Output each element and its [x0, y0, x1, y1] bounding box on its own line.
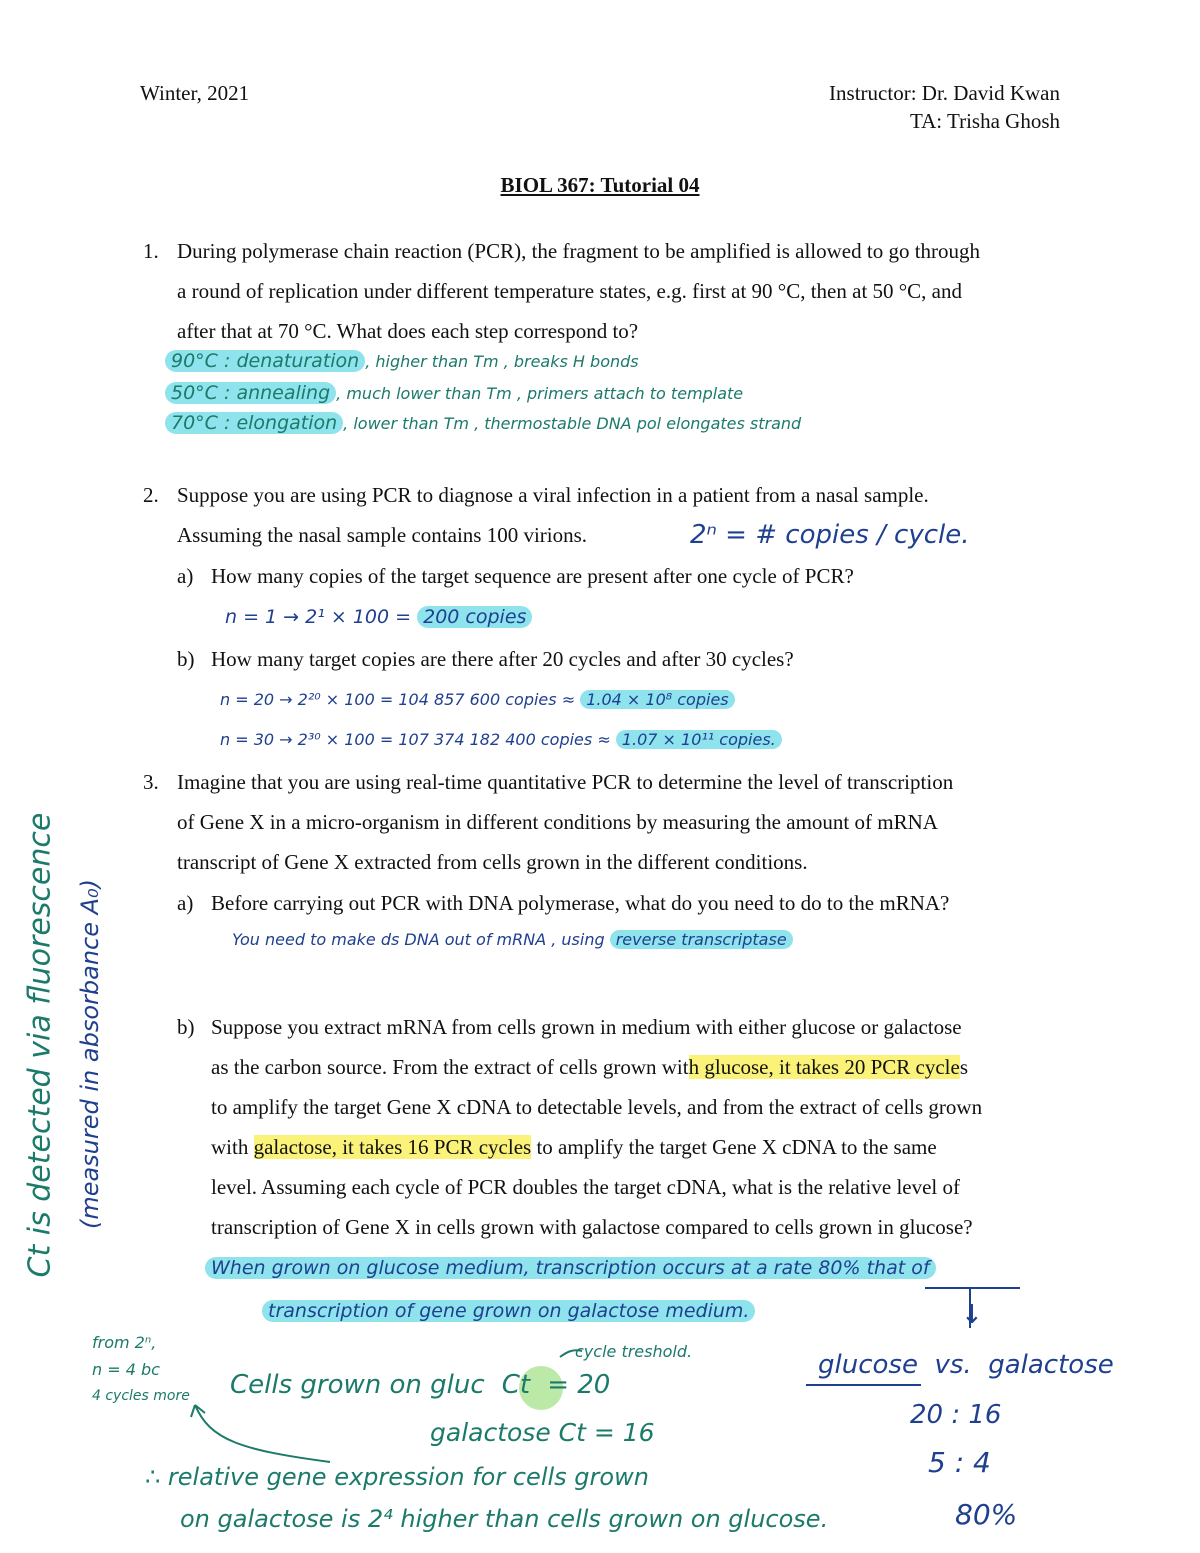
- down-arrow-icon: ↓: [961, 1300, 983, 1330]
- q3b-line4: with galactose, it takes 16 PCR cycles to amplify the target Gene X cDNA to the same: [211, 1135, 937, 1159]
- side-note-ct: Ct is detected via fluorescence: [22, 812, 58, 1278]
- q3-number: 3.: [143, 770, 159, 794]
- q2b-answer-20: n = 20 → 2²⁰ × 100 = 104 857 600 copies ≈ 1.04 × 10⁸ copies: [220, 690, 735, 709]
- q3a-text: Before carrying out PCR with DNA polymerase, what do you need to do to the mRNA?: [211, 891, 950, 915]
- note-relative-line1: ∴ relative gene expression for cells grown: [145, 1463, 649, 1491]
- q1-answer-70: 70°C : elongation , lower than Tm , thermostable DNA pol elongates strand: [165, 412, 801, 434]
- q2b-text: How many target copies are there after 20 cycles and after 30 cycles?: [211, 647, 794, 671]
- ratio-20-16: 20 : 16: [910, 1400, 1002, 1430]
- q2b-label: b): [177, 647, 195, 671]
- q2-number: 2.: [143, 483, 159, 507]
- q1-answer-50: 50°C : annealing , much lower than Tm , primers attach to template: [165, 382, 743, 404]
- ratio-header: glucose vs. galactose: [818, 1350, 1114, 1380]
- q3a-label: a): [177, 891, 194, 915]
- ta-label: TA: Trisha Ghosh: [909, 109, 1060, 133]
- q3b-line2: as the carbon source. From the extract of cells grown with glucose, it takes 20 PCR cycles: [211, 1055, 969, 1079]
- note-relative-line2: on galactose is 2⁴ higher than cells grown on glucose.: [180, 1505, 829, 1533]
- q3-line3: transcript of Gene X extracted from cells grown in the different conditions.: [177, 850, 808, 874]
- ratio-5-4: 5 : 4: [928, 1446, 991, 1479]
- note-galactose-ct: galactose Ct = 16: [430, 1418, 655, 1447]
- q3b-answer-line2: transcription of gene grown on galactose medium.: [262, 1300, 755, 1322]
- q3b-line5: level. Assuming each cycle of PCR doubles the target cDNA, what is the relative level of: [211, 1175, 960, 1199]
- q1-number: 1.: [143, 239, 159, 263]
- q3b-line1: Suppose you extract mRNA from cells grown in medium with either glucose or galactose: [211, 1015, 962, 1039]
- q2-formula: 2ⁿ = # copies / cycle.: [690, 520, 970, 550]
- term-label: Winter, 2021: [140, 81, 250, 105]
- q3b-line6: transcription of Gene X in cells grown with galactose compared to cells grown in glucose?: [211, 1215, 973, 1239]
- note-from-2n: from 2ⁿ,: [92, 1333, 157, 1352]
- q1-line3: after that at 70 °C. What does each step correspond to?: [177, 319, 639, 343]
- q1-answer-90: 90°C : denaturation , higher than Tm , breaks H bonds: [165, 350, 639, 372]
- instructor-label: Instructor: Dr. David Kwan: [829, 81, 1060, 105]
- q3b-label: b): [177, 1015, 195, 1039]
- q3a-answer: You need to make ds DNA out of mRNA , using reverse transcriptase: [232, 930, 793, 949]
- note-4-cycles: 4 cycles more: [92, 1388, 190, 1404]
- note-cells-gluc: Cells grown on gluc Ct = 20: [230, 1370, 611, 1400]
- q2-line1: Suppose you are using PCR to diagnose a viral infection in a patient from a nasal sample.: [177, 483, 929, 507]
- q2a-label: a): [177, 564, 194, 588]
- q2b-answer-30: n = 30 → 2³⁰ × 100 = 107 374 182 400 copies ≈ 1.07 × 10¹¹ copies.: [220, 730, 782, 749]
- ratio-80-percent: 80%: [955, 1498, 1018, 1531]
- q3b-line3: to amplify the target Gene X cDNA to detectable levels, and from the extract of cells grown: [211, 1095, 983, 1119]
- page-title: BIOL 367: Tutorial 04: [500, 173, 700, 197]
- side-note-absorbance: (measured in absorbance A₀): [76, 878, 104, 1230]
- q2a-answer: n = 1 → 2¹ × 100 = 200 copies: [225, 606, 532, 628]
- q2a-text: How many copies of the target sequence are present after one cycle of PCR?: [211, 564, 854, 588]
- q3-line2: of Gene X in a micro-organism in different conditions by measuring the amount of mRNA: [177, 810, 938, 834]
- q1-line1: During polymerase chain reaction (PCR), the fragment to be amplified is allowed to go through: [177, 239, 981, 263]
- q3b-answer-line1: When grown on glucose medium, transcription occurs at a rate 80% that of: [205, 1257, 936, 1279]
- q3-line1: Imagine that you are using real-time quantitative PCR to determine the level of transcription: [177, 770, 954, 794]
- note-cycle-threshold: cycle treshold.: [575, 1342, 693, 1361]
- q2-line2: Assuming the nasal sample contains 100 virions.: [177, 523, 588, 547]
- q1-line2: a round of replication under different temperature states, e.g. first at 90 °C, then at 50 °C, and: [177, 279, 962, 303]
- note-n4: n = 4 bc: [92, 1360, 160, 1379]
